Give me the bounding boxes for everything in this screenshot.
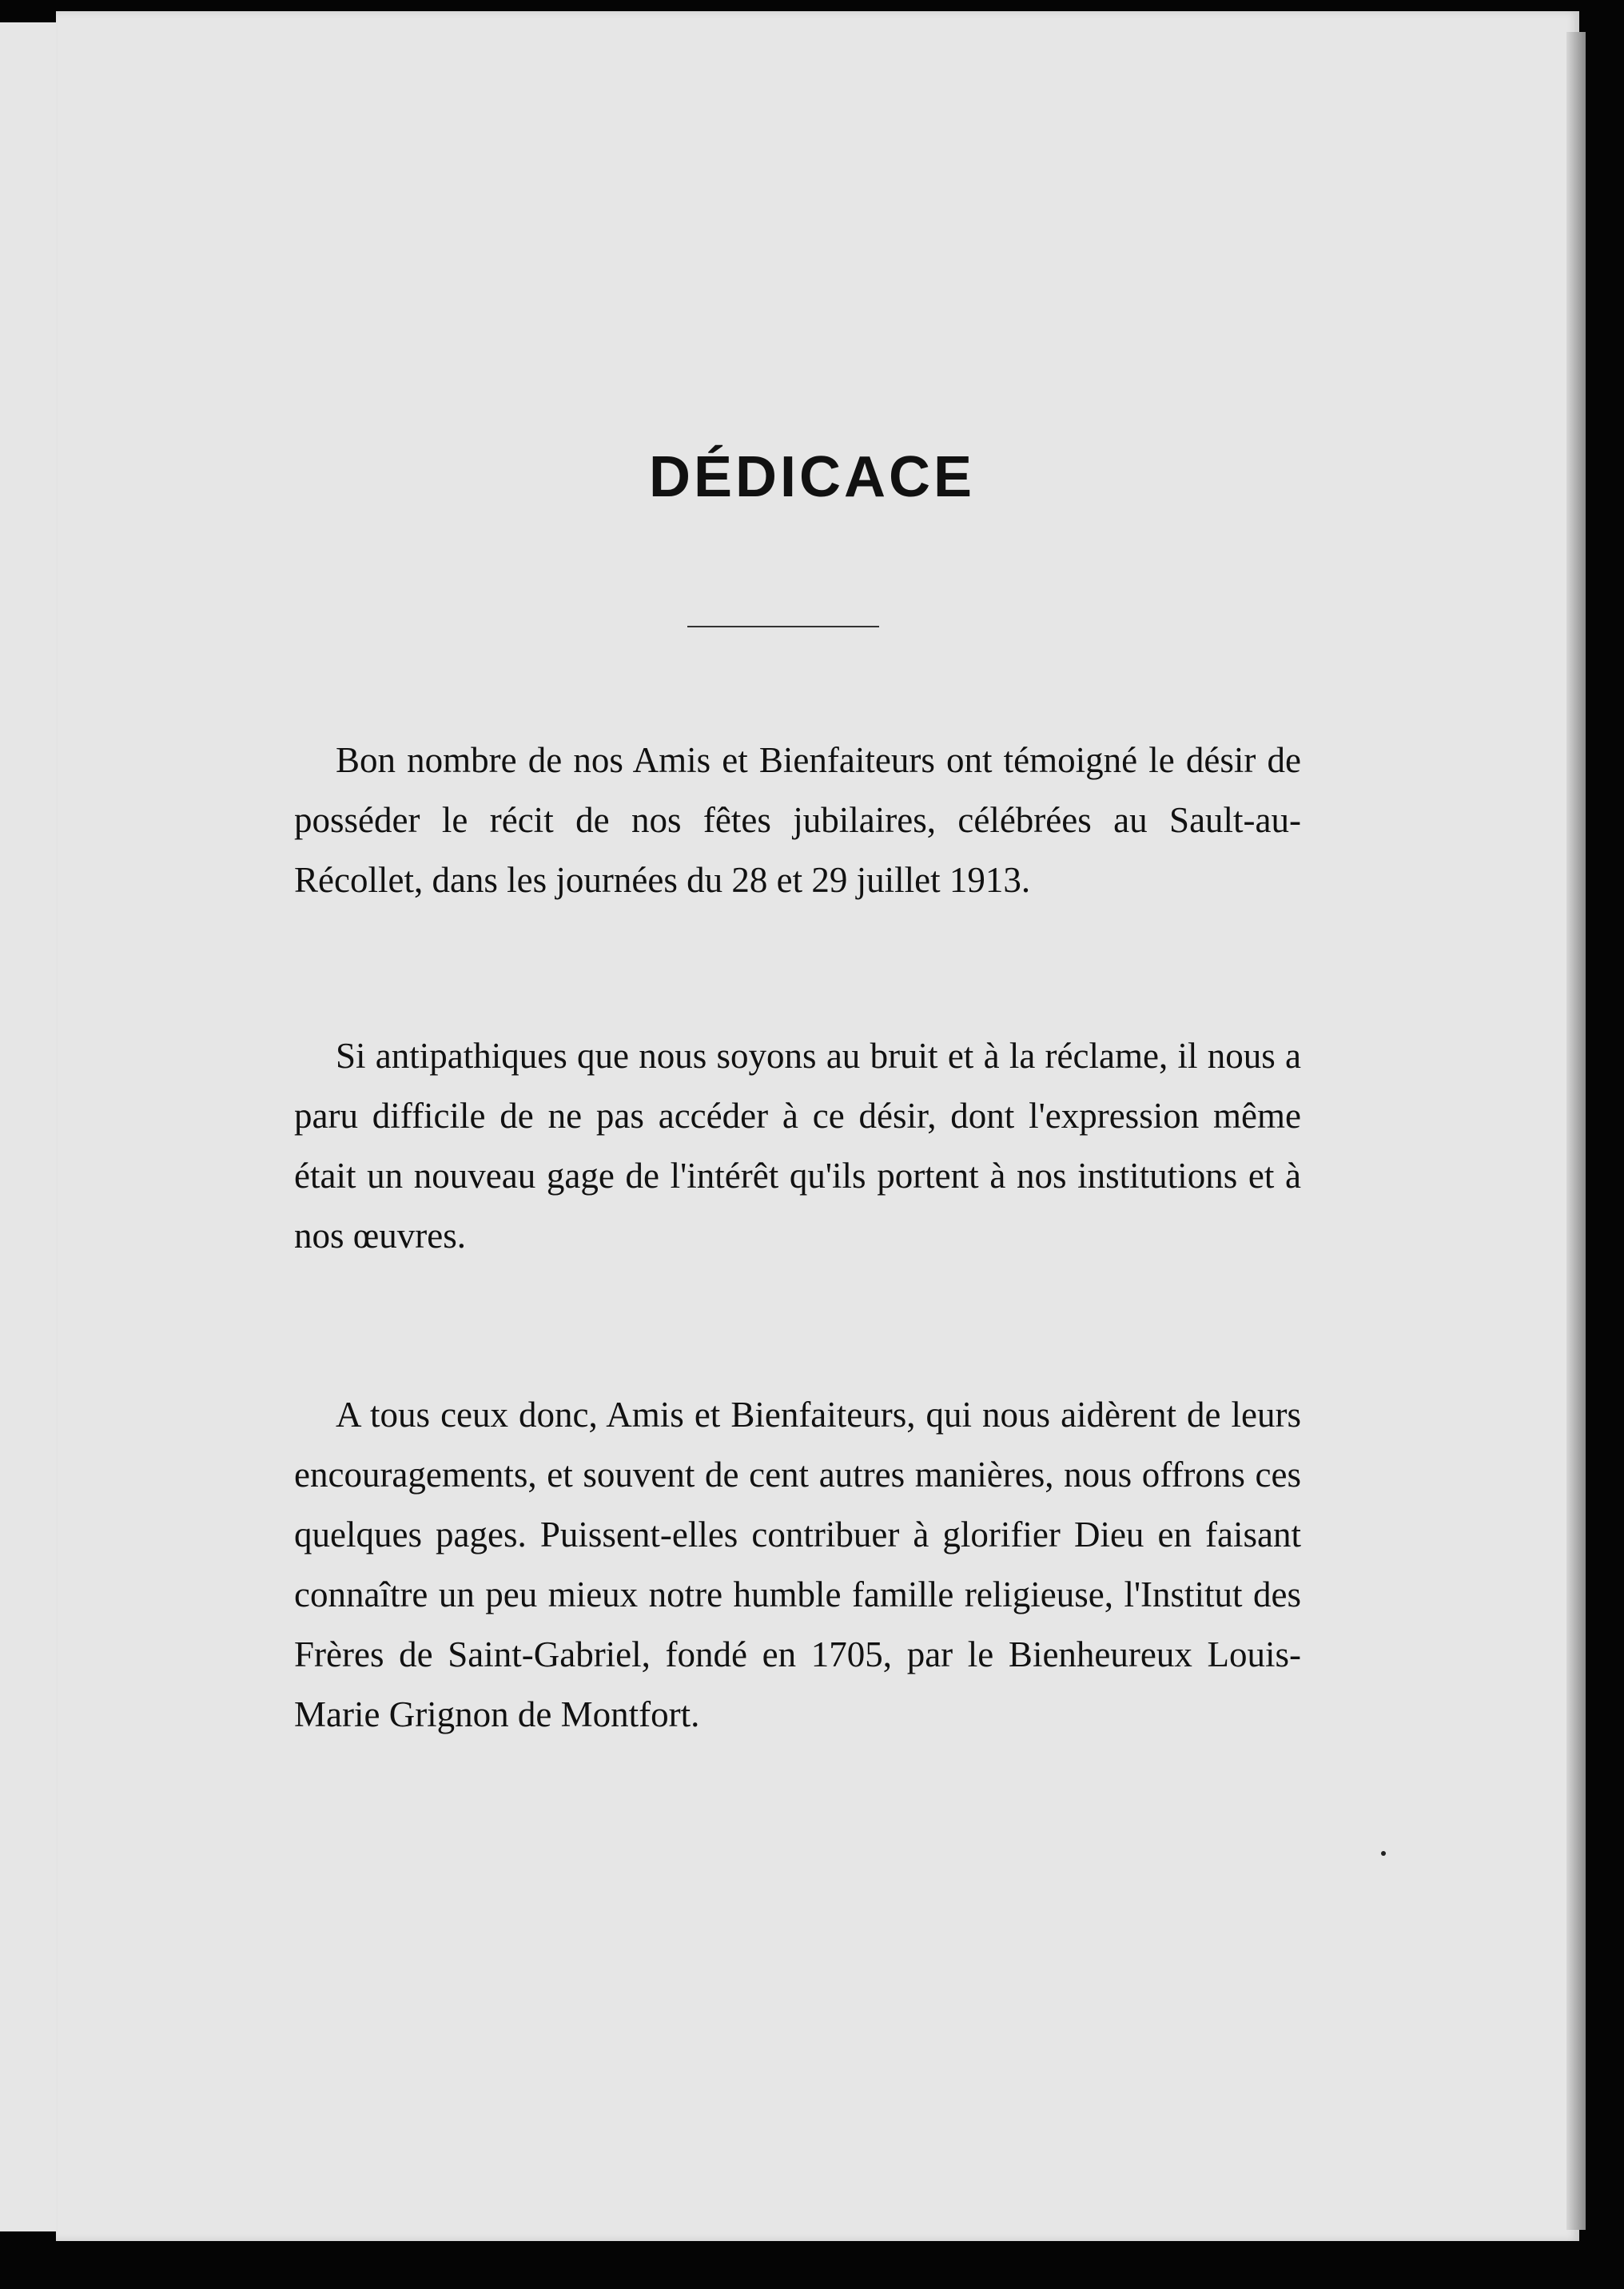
stray-mark [1381,1851,1386,1856]
page-right-edge [1566,32,1586,2230]
paragraph-3-block [294,1385,1301,1745]
paragraph-3: A tous ceux donc, Amis et Bienfaiteurs, qui nous aidèrent de leurs encouragements, et souvent de cent autres manières, nous offrons ces quelques pages. Puissent-elles contribuer à glorifier Dieu en faisant connaître un peu mieux notre humble famille religieuse, l'Institut des Frères de Saint-Gabriel, fondé en 1705, par le Bienheureux Louis-Marie Grignon de Montfort. [294,1395,1301,1734]
paragraph-1-block [294,730,1301,910]
title-divider [687,626,879,627]
page-title: DÉDICACE [648,445,976,509]
paragraph-2: Si antipathiques que nous soyons au bruit et à la réclame, il nous a paru difficile de ne pas accéder à ce désir, dont l'expression même était un nouveau gage de l'intérêt qu'ils portent à nos institutions et à nos œuvres. [294,1036,1301,1256]
paragraph-2-block [294,1026,1301,1266]
paragraph-1: Bon nombre de nos Amis et Bienfaiteurs ont témoigné le désir de posséder le récit de nos fêtes jubilaires, célébrées au Sault-au-Récollet, dans les journées du 28 et 29 juillet 1913. [294,740,1301,900]
